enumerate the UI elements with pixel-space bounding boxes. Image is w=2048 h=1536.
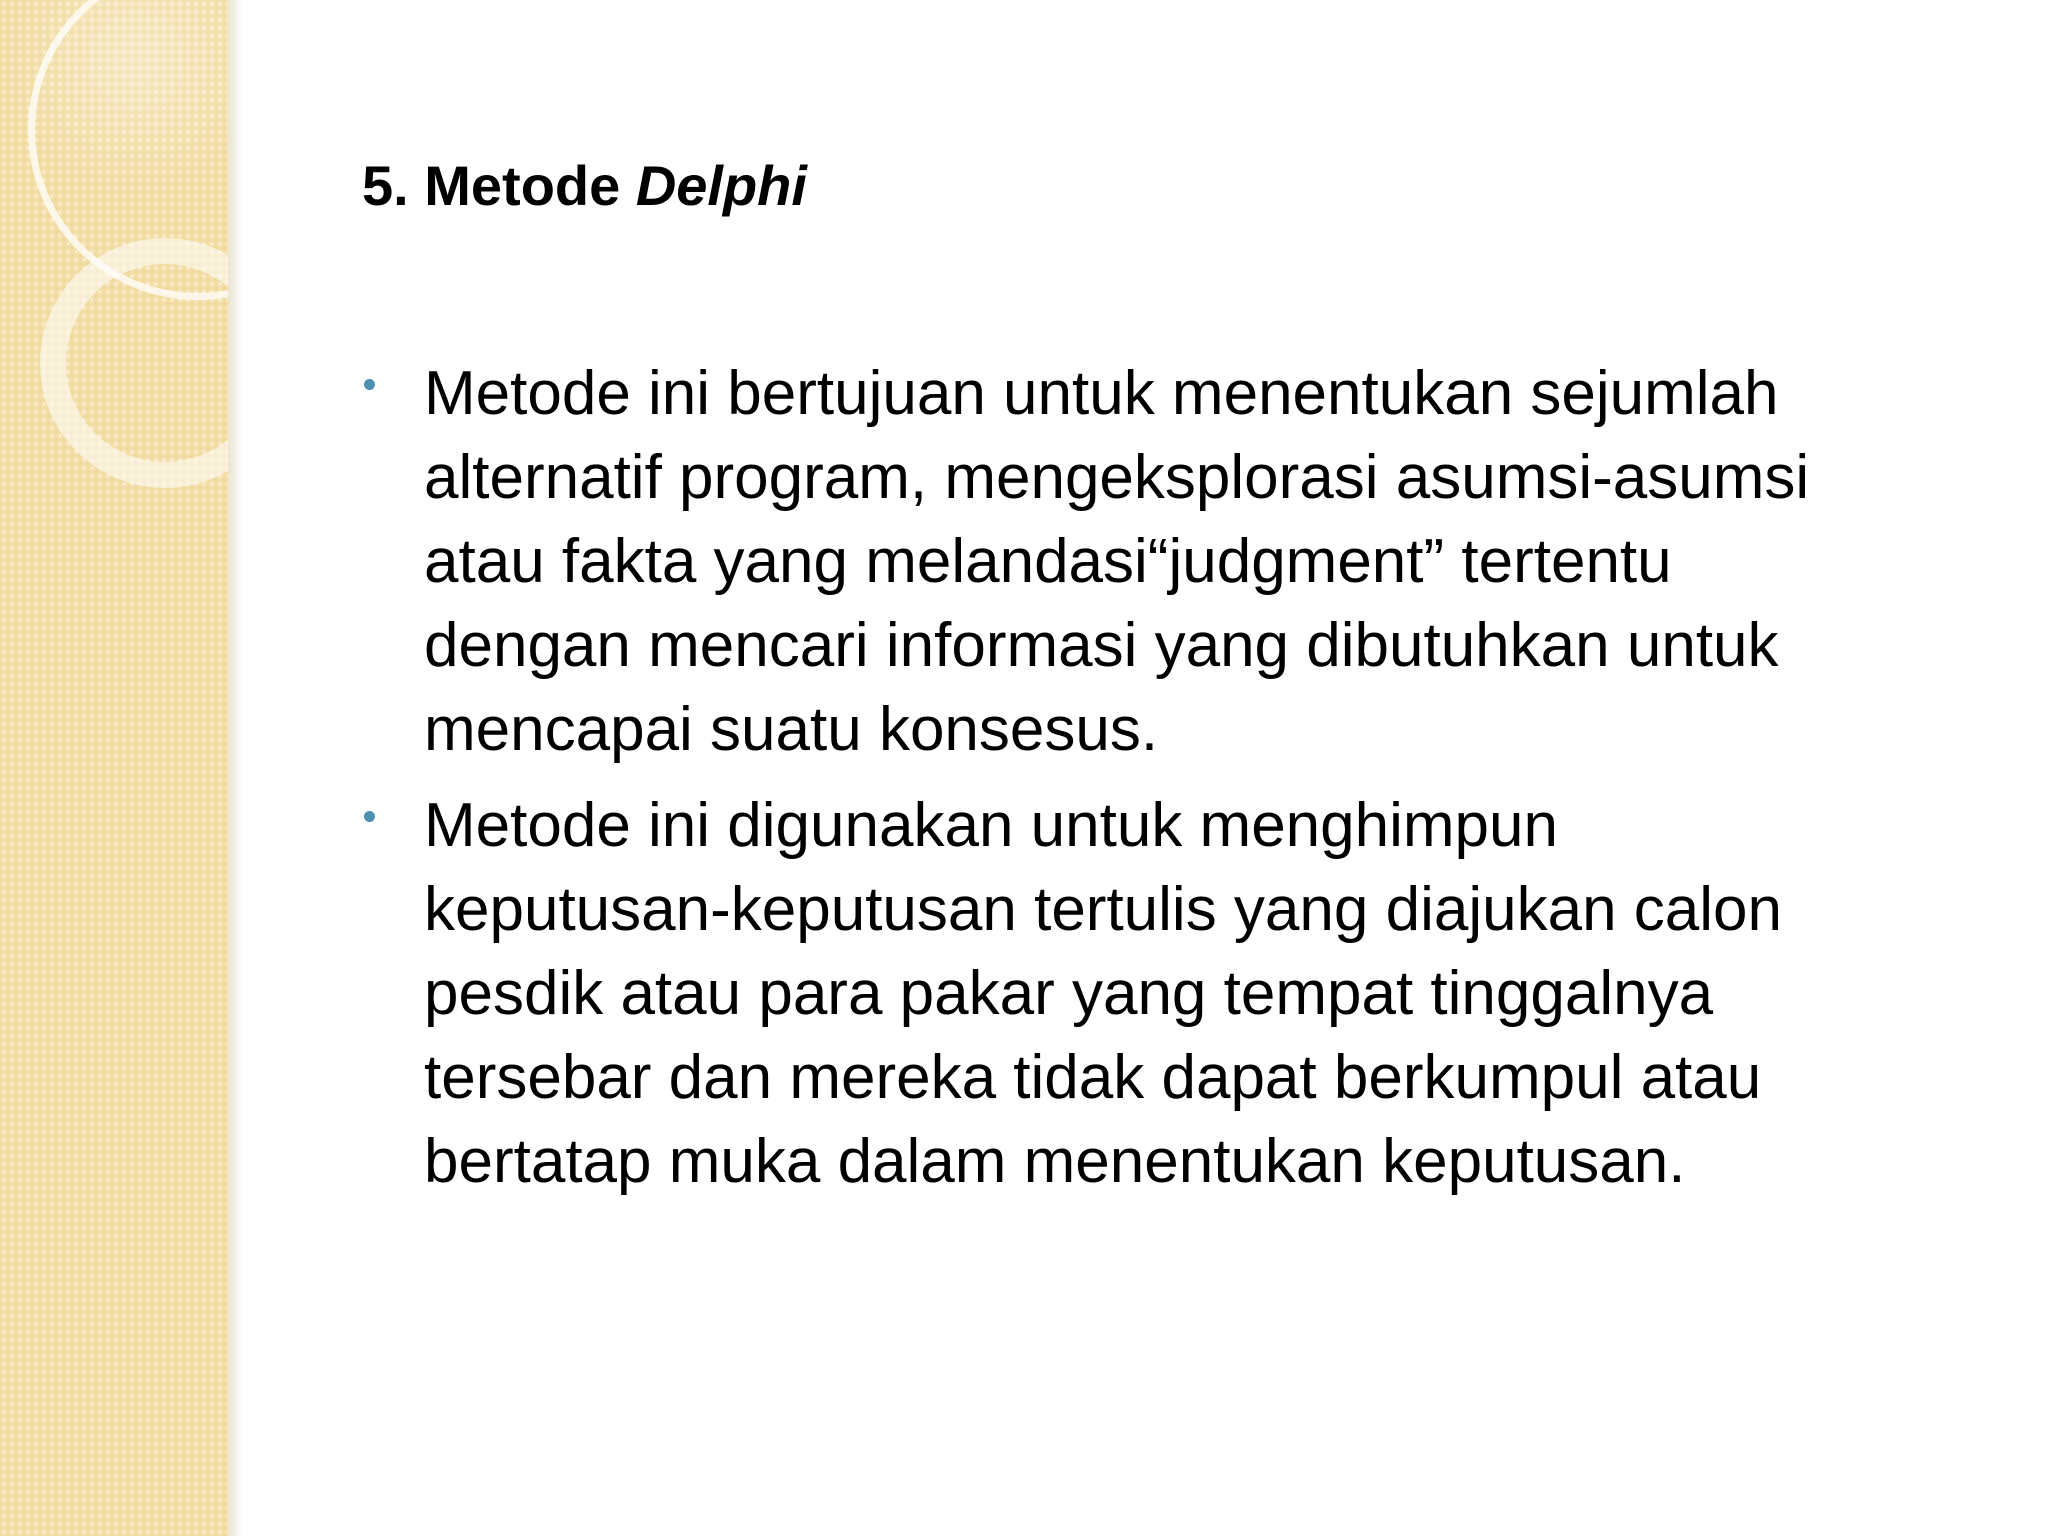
title-italic: Delphi <box>635 154 807 217</box>
bullet-item <box>362 352 1982 772</box>
bullet-line: tersebar dan mereka tidak dapat berkumpul atau <box>424 1043 1762 1112</box>
bullet-line: alternatif program, mengeksplorasi asumsi-asumsi <box>424 443 1810 512</box>
bullet-text <box>424 784 1982 1204</box>
title-prefix: 5. Metode <box>362 154 636 217</box>
bullet-line: pesdik atau para pakar yang tempat tinggalnya <box>424 959 1714 1028</box>
bullet-line: keputusan-keputusan tertulis yang diajukan calon <box>424 875 1783 944</box>
bullet-dot-icon <box>364 379 375 390</box>
bullet-line: mencapai suatu konsesus. <box>424 695 1159 764</box>
bullet-item <box>362 784 1982 1204</box>
decorative-ring-small <box>40 238 228 488</box>
bullet-line: dengan mencari informasi yang dibutuhkan untuk <box>424 611 1779 680</box>
slide-title <box>362 155 807 217</box>
decorative-side-band <box>0 0 228 1536</box>
bullet-list <box>362 352 1982 1216</box>
bullet-line: atau fakta yang melandasi“judgment” tertentu <box>424 527 1672 596</box>
bullet-line: bertatap muka dalam menentukan keputusan. <box>424 1127 1686 1196</box>
bullet-line: Metode ini digunakan untuk menghimpun <box>424 791 1558 860</box>
bullet-text <box>424 352 1982 772</box>
side-band-shadow <box>228 0 242 1536</box>
bullet-dot-icon <box>364 811 375 822</box>
bullet-line: Metode ini bertujuan untuk menentukan sejumlah <box>424 359 1779 428</box>
